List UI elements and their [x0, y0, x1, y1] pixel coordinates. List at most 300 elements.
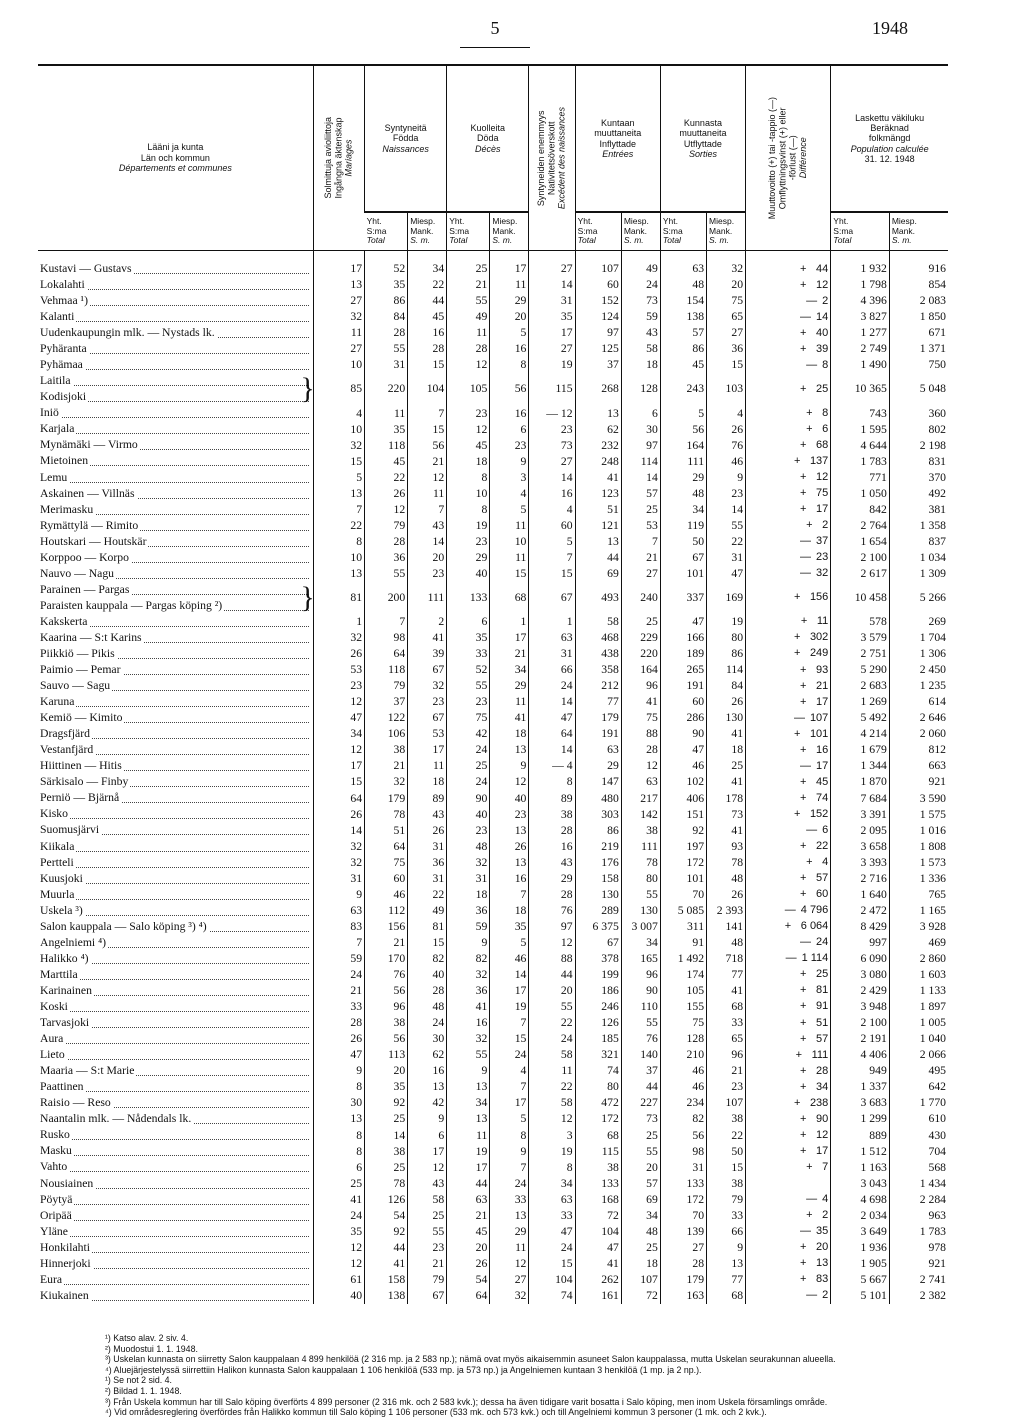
cell-pop-t: 10 458 [831, 582, 890, 614]
cell-migration-difference: + 81 [746, 983, 831, 999]
cell-pop-t: 5 101 [831, 1288, 890, 1304]
cell-b-m: 62 [408, 1047, 447, 1063]
municipality-name: Nauvo — Nagu [38, 566, 313, 582]
cell-b-t: 75 [365, 855, 408, 871]
cell-out-t: 105 [660, 983, 706, 999]
cell-mar: 17 [313, 758, 364, 774]
cell-out-t: 138 [660, 309, 706, 325]
cell-d-t: 23 [447, 822, 490, 838]
cell-out-t: 406 [660, 790, 706, 806]
municipality-name: Eura [38, 1272, 313, 1288]
municipality-name: Särkisalo — Finby [38, 774, 313, 790]
cell-exc: 60 [529, 518, 575, 534]
cell-pop-t: 1 783 [831, 453, 890, 469]
cell-out-t: 86 [660, 341, 706, 357]
cell-d-m: 5 [490, 325, 529, 341]
cell-in-t: 38 [575, 1159, 621, 1175]
cell-pop-m: 2 060 [889, 726, 948, 742]
cell-b-t: 106 [365, 726, 408, 742]
cell-pop-m: 3 590 [889, 790, 948, 806]
cell-migration-difference: — 4 [746, 1192, 831, 1208]
cell-b-m: 67 [408, 1288, 447, 1304]
cell-pop-m: 360 [889, 405, 948, 421]
cell-out-t: 163 [660, 1288, 706, 1304]
cell-migration-difference: — 107 [746, 710, 831, 726]
cell-in-t: 321 [575, 1047, 621, 1063]
cell-in-t: 58 [575, 614, 621, 630]
cell-mar: 32 [313, 839, 364, 855]
table-row [38, 341, 948, 357]
cell-pop-t: 3 579 [831, 630, 890, 646]
cell-out-t: 46 [660, 1063, 706, 1079]
cell-out-t: 286 [660, 710, 706, 726]
cell-out-m: 41 [707, 822, 746, 838]
cell-pop-m: 916 [889, 251, 948, 278]
cell-mar: 8 [313, 534, 364, 550]
municipality-name: Suomusjärvi [38, 822, 313, 838]
cell-b-m: 25 [408, 1208, 447, 1224]
cell-b-m: 7 [408, 502, 447, 518]
cell-out-m: 141 [707, 919, 746, 935]
table-row [38, 486, 948, 502]
cell-pop-t: 1 337 [831, 1079, 890, 1095]
cell-b-m: 53 [408, 726, 447, 742]
cell-b-m: 56 [408, 437, 447, 453]
table-row [38, 1256, 948, 1272]
subheader-deaths-total: Yht. S:ma Total [447, 212, 490, 251]
cell-migration-difference: + 51 [746, 1015, 831, 1031]
cell-out-t: 102 [660, 774, 706, 790]
cell-mar: 9 [313, 887, 364, 903]
subheader-pop-total: Yht. S:ma Total [831, 212, 890, 251]
cell-exc: 15 [529, 566, 575, 582]
cell-pop-t: 2 472 [831, 903, 890, 919]
cell-b-m: 2 [408, 614, 447, 630]
cell-out-m: 38 [707, 1175, 746, 1191]
cell-pop-m: 2 382 [889, 1288, 948, 1304]
cell-out-m: 21 [707, 1063, 746, 1079]
cell-d-m: 21 [490, 646, 529, 662]
subheader-inmig-total: Yht. S:ma Total [575, 212, 621, 251]
cell-pop-m: 1 005 [889, 1015, 948, 1031]
cell-out-t: 90 [660, 726, 706, 742]
cell-d-m: 5 [490, 502, 529, 518]
cell-d-m: 18 [490, 726, 529, 742]
cell-exc: 17 [529, 325, 575, 341]
cell-b-t: 98 [365, 630, 408, 646]
municipality-name: Mynämäki — Virmo [38, 437, 313, 453]
municipality-name: Naantalin mlk. — Nådendals lk. [38, 1111, 313, 1127]
cell-in-t: 29 [575, 758, 621, 774]
cell-in-t: 358 [575, 662, 621, 678]
cell-d-t: 35 [447, 630, 490, 646]
municipality-name: Perniö — Bjärnå [38, 790, 313, 806]
cell-migration-difference [746, 1175, 831, 1191]
municipality-name: Mietoinen [38, 453, 313, 469]
cell-b-m: 79 [408, 1272, 447, 1288]
cell-out-t: 172 [660, 1192, 706, 1208]
cell-pop-m: 854 [889, 277, 948, 293]
cell-d-m: 41 [490, 710, 529, 726]
cell-out-m: 15 [707, 357, 746, 373]
cell-exc: 31 [529, 646, 575, 662]
cell-pop-t: 1 654 [831, 534, 890, 550]
cell-migration-difference: + 91 [746, 999, 831, 1015]
cell-out-t: 56 [660, 1127, 706, 1143]
cell-mar: 13 [313, 277, 364, 293]
cell-d-m: 24 [490, 1175, 529, 1191]
cell-migration-difference: + 111 [746, 1047, 831, 1063]
cell-d-t: 55 [447, 293, 490, 309]
municipality-name: Hinnerjoki [38, 1256, 313, 1272]
cell-out-t: 63 [660, 251, 706, 278]
cell-in-m: 130 [621, 903, 660, 919]
cell-b-t: 118 [365, 437, 408, 453]
cell-out-t: 70 [660, 887, 706, 903]
cell-d-m: 20 [490, 309, 529, 325]
cell-in-m: 43 [621, 325, 660, 341]
cell-pop-m: 610 [889, 1111, 948, 1127]
header-deaths: Kuolleita Döda Décès [447, 65, 529, 212]
cell-out-m: 48 [707, 935, 746, 951]
cell-b-m: 15 [408, 357, 447, 373]
cell-pop-m: 5 266 [889, 582, 948, 614]
cell-mar: 24 [313, 967, 364, 983]
cell-b-t: 200 [365, 582, 408, 614]
cell-b-m: 15 [408, 421, 447, 437]
cell-b-t: 20 [365, 1063, 408, 1079]
cell-d-m: 17 [490, 630, 529, 646]
cell-out-t: 128 [660, 1031, 706, 1047]
cell-pop-t: 10 365 [831, 373, 890, 405]
municipality-name: Kaarina — S:t Karins [38, 630, 313, 646]
municipality-name: Paattinen [38, 1079, 313, 1095]
cell-d-t: 23 [447, 534, 490, 550]
cell-d-m: 11 [490, 550, 529, 566]
cell-b-t: 179 [365, 790, 408, 806]
table-row [38, 758, 948, 774]
cell-in-t: 147 [575, 774, 621, 790]
header-excess-births: Syntyneiden enemmyys Nativitetsöverskott Excédent des naissances [529, 65, 575, 251]
cell-out-m: 18 [707, 742, 746, 758]
cell-exc: 14 [529, 470, 575, 486]
cell-d-t: 9 [447, 935, 490, 951]
cell-pop-m: 978 [889, 1240, 948, 1256]
cell-d-m: 9 [490, 453, 529, 469]
cell-migration-difference: + 60 [746, 887, 831, 903]
cell-migration-difference: + 57 [746, 1031, 831, 1047]
cell-b-t: 52 [365, 251, 408, 278]
cell-out-m: 78 [707, 855, 746, 871]
cell-d-t: 13 [447, 1111, 490, 1127]
cell-b-t: 86 [365, 293, 408, 309]
cell-pop-t: 743 [831, 405, 890, 421]
cell-d-t: 44 [447, 1175, 490, 1191]
cell-mar: 41 [313, 1192, 364, 1208]
cell-d-t: 54 [447, 1272, 490, 1288]
cell-in-m: 240 [621, 582, 660, 614]
cell-out-m: 19 [707, 614, 746, 630]
cell-in-m: 34 [621, 1208, 660, 1224]
cell-in-t: 86 [575, 822, 621, 838]
cell-in-t: 69 [575, 566, 621, 582]
cell-b-m: 16 [408, 325, 447, 341]
cell-pop-m: 568 [889, 1159, 948, 1175]
cell-pop-t: 1 512 [831, 1143, 890, 1159]
cell-in-t: 268 [575, 373, 621, 405]
cell-mar: 25 [313, 1175, 364, 1191]
cell-d-m: 19 [490, 999, 529, 1015]
cell-pop-t: 3 683 [831, 1095, 890, 1111]
cell-d-m: 33 [490, 1192, 529, 1208]
cell-d-m: 27 [490, 1272, 529, 1288]
subheader-pop-male: Miesp. Mank. S. m. [889, 212, 948, 251]
cell-b-t: 32 [365, 774, 408, 790]
cell-mar: 7 [313, 935, 364, 951]
cell-in-t: 47 [575, 1240, 621, 1256]
cell-b-t: 35 [365, 1079, 408, 1095]
cell-exc: 43 [529, 855, 575, 871]
cell-out-m: 93 [707, 839, 746, 855]
cell-out-t: 139 [660, 1224, 706, 1240]
cell-in-m: 20 [621, 1159, 660, 1175]
municipality-name: Tarvasjoki [38, 1015, 313, 1031]
cell-mar: 32 [313, 309, 364, 325]
table-row [38, 1111, 948, 1127]
cell-d-m: 56 [490, 373, 529, 405]
cell-in-t: 41 [575, 1256, 621, 1272]
cell-b-t: 76 [365, 967, 408, 983]
cell-mar: 27 [313, 341, 364, 357]
cell-b-m: 13 [408, 1079, 447, 1095]
cell-exc: 1 [529, 614, 575, 630]
table-row [38, 1208, 948, 1224]
cell-out-t: 191 [660, 678, 706, 694]
cell-out-m: 26 [707, 694, 746, 710]
table-row [38, 1143, 948, 1159]
cell-out-m: 14 [707, 502, 746, 518]
header-population: Laskettu väkiluku Beräknad folkmängd Population calculée 31. 12. 1948 [831, 65, 948, 212]
cell-pop-t: 889 [831, 1127, 890, 1143]
cell-migration-difference: + 302 [746, 630, 831, 646]
cell-b-m: 23 [408, 1240, 447, 1256]
cell-d-t: 26 [447, 1256, 490, 1272]
cell-migration-difference: + 28 [746, 1063, 831, 1079]
cell-pop-m: 1 573 [889, 855, 948, 871]
cell-d-t: 19 [447, 1143, 490, 1159]
cell-b-m: 41 [408, 630, 447, 646]
cell-out-m: 178 [707, 790, 746, 806]
cell-d-m: 12 [490, 774, 529, 790]
cell-out-m: 65 [707, 309, 746, 325]
cell-mar: 31 [313, 871, 364, 887]
cell-d-m: 23 [490, 437, 529, 453]
cell-pop-m: 1 575 [889, 806, 948, 822]
cell-exc: 33 [529, 1208, 575, 1224]
cell-d-t: 48 [447, 839, 490, 855]
cell-exc: 8 [529, 1159, 575, 1175]
cell-mar: 14 [313, 822, 364, 838]
table-row [38, 502, 948, 518]
municipality-name: Raisio — Reso [38, 1095, 313, 1111]
cell-pop-t: 1 490 [831, 357, 890, 373]
cell-in-m: 21 [621, 550, 660, 566]
cell-pop-t: 2 764 [831, 518, 890, 534]
municipality-name: Yläne [38, 1224, 313, 1240]
cell-migration-difference: + 40 [746, 325, 831, 341]
cell-mar: 11 [313, 325, 364, 341]
table-row [38, 1192, 948, 1208]
cell-mar: 8 [313, 1127, 364, 1143]
cell-b-m: 23 [408, 566, 447, 582]
cell-exc: 66 [529, 662, 575, 678]
cell-in-m: 38 [621, 822, 660, 838]
cell-out-t: 98 [660, 1143, 706, 1159]
cell-out-m: 27 [707, 325, 746, 341]
cell-d-t: 36 [447, 903, 490, 919]
cell-d-m: 10 [490, 534, 529, 550]
municipality-name: Koski [38, 999, 313, 1015]
cell-out-m: 130 [707, 710, 746, 726]
cell-out-t: 60 [660, 694, 706, 710]
cell-exc: 63 [529, 630, 575, 646]
cell-d-m: 4 [490, 486, 529, 502]
cell-b-m: 58 [408, 1192, 447, 1208]
cell-migration-difference: + 2 [746, 1208, 831, 1224]
cell-d-t: 52 [447, 662, 490, 678]
cell-in-m: 96 [621, 967, 660, 983]
cell-out-t: 172 [660, 855, 706, 871]
cell-in-t: 438 [575, 646, 621, 662]
cell-d-m: 13 [490, 1208, 529, 1224]
cell-out-m: 20 [707, 277, 746, 293]
cell-pop-m: 1 235 [889, 678, 948, 694]
cell-pop-m: 812 [889, 742, 948, 758]
cell-b-t: 38 [365, 1015, 408, 1031]
cell-migration-difference: + 21 [746, 678, 831, 694]
cell-migration-difference: + 156 [746, 582, 831, 614]
cell-exc: 8 [529, 774, 575, 790]
cell-b-m: 12 [408, 470, 447, 486]
cell-in-t: 37 [575, 357, 621, 373]
cell-b-t: 112 [365, 903, 408, 919]
cell-in-m: 114 [621, 453, 660, 469]
cell-b-t: 25 [365, 1159, 408, 1175]
cell-in-m: 48 [621, 1224, 660, 1240]
cell-out-t: 164 [660, 437, 706, 453]
cell-pop-t: 1 640 [831, 887, 890, 903]
cell-mar: 10 [313, 550, 364, 566]
cell-in-m: 3 007 [621, 919, 660, 935]
cell-b-t: 11 [365, 405, 408, 421]
cell-mar: 35 [313, 1224, 364, 1240]
cell-in-t: 199 [575, 967, 621, 983]
subheader-outmig-male: Miesp. Mank. S. m. [707, 212, 746, 251]
cell-in-t: 133 [575, 1175, 621, 1191]
header-out-migration: Kunnasta muuttaneita Utflyttade Sorties [660, 65, 745, 212]
cell-b-m: 17 [408, 1143, 447, 1159]
cell-d-t: 24 [447, 774, 490, 790]
table-row [38, 1031, 948, 1047]
table-row [38, 309, 948, 325]
table-row [38, 421, 948, 437]
cell-migration-difference: + 25 [746, 967, 831, 983]
cell-in-m: 55 [621, 887, 660, 903]
cell-out-t: 101 [660, 566, 706, 582]
table-row [38, 293, 948, 309]
header-migration-difference: Muuttovoitto (+) tai -tappio (—) Omflyttningsvinst (+) eller -förlust (—) Différence [746, 65, 831, 251]
cell-pop-m: 2 741 [889, 1272, 948, 1288]
cell-b-m: 21 [408, 1256, 447, 1272]
cell-d-t: 40 [447, 806, 490, 822]
cell-in-t: 115 [575, 1143, 621, 1159]
cell-migration-difference: + 152 [746, 806, 831, 822]
cell-out-m: 96 [707, 1047, 746, 1063]
cell-mar: 12 [313, 1240, 364, 1256]
municipality-name: Pertteli [38, 855, 313, 871]
cell-exc: 14 [529, 277, 575, 293]
cell-pop-t: 1 870 [831, 774, 890, 790]
cell-pop-m: 469 [889, 935, 948, 951]
cell-in-t: 77 [575, 694, 621, 710]
table-row [38, 1224, 948, 1240]
cell-mar: 13 [313, 1111, 364, 1127]
cell-b-t: 113 [365, 1047, 408, 1063]
subheader-outmig-total: Yht. S:ma Total [660, 212, 706, 251]
table-row [38, 373, 948, 405]
cell-out-t: 31 [660, 1159, 706, 1175]
cell-exc: 104 [529, 1272, 575, 1288]
cell-d-t: 49 [447, 309, 490, 325]
cell-b-m: 30 [408, 1031, 447, 1047]
cell-b-t: 37 [365, 694, 408, 710]
cell-d-m: 5 [490, 935, 529, 951]
cell-d-m: 40 [490, 790, 529, 806]
cell-out-m: 31 [707, 550, 746, 566]
cell-pop-m: 802 [889, 421, 948, 437]
cell-d-m: 29 [490, 293, 529, 309]
cell-in-m: 25 [621, 614, 660, 630]
cell-mar: 53 [313, 662, 364, 678]
cell-out-m: 13 [707, 1256, 746, 1272]
municipality-name: Masku [38, 1143, 313, 1159]
cell-migration-difference: + 8 [746, 405, 831, 421]
cell-b-m: 24 [408, 1015, 447, 1031]
cell-in-t: 107 [575, 251, 621, 278]
cell-out-m: 718 [707, 951, 746, 967]
cell-in-t: 185 [575, 1031, 621, 1047]
cell-d-m: 68 [490, 582, 529, 614]
cell-in-m: 59 [621, 309, 660, 325]
cell-b-t: 78 [365, 806, 408, 822]
cell-mar: 32 [313, 855, 364, 871]
cell-b-t: 21 [365, 758, 408, 774]
cell-d-t: 20 [447, 1240, 490, 1256]
cell-migration-difference: + 17 [746, 694, 831, 710]
cell-out-m: 48 [707, 871, 746, 887]
cell-in-m: 34 [621, 935, 660, 951]
cell-pop-m: 1 358 [889, 518, 948, 534]
cell-pop-m: 495 [889, 1063, 948, 1079]
cell-d-t: 32 [447, 855, 490, 871]
cell-in-m: 27 [621, 566, 660, 582]
table-row [38, 951, 948, 967]
cell-b-m: 28 [408, 983, 447, 999]
cell-d-t: 11 [447, 325, 490, 341]
table-row [38, 871, 948, 887]
cell-d-t: 25 [447, 251, 490, 278]
cell-in-t: 212 [575, 678, 621, 694]
